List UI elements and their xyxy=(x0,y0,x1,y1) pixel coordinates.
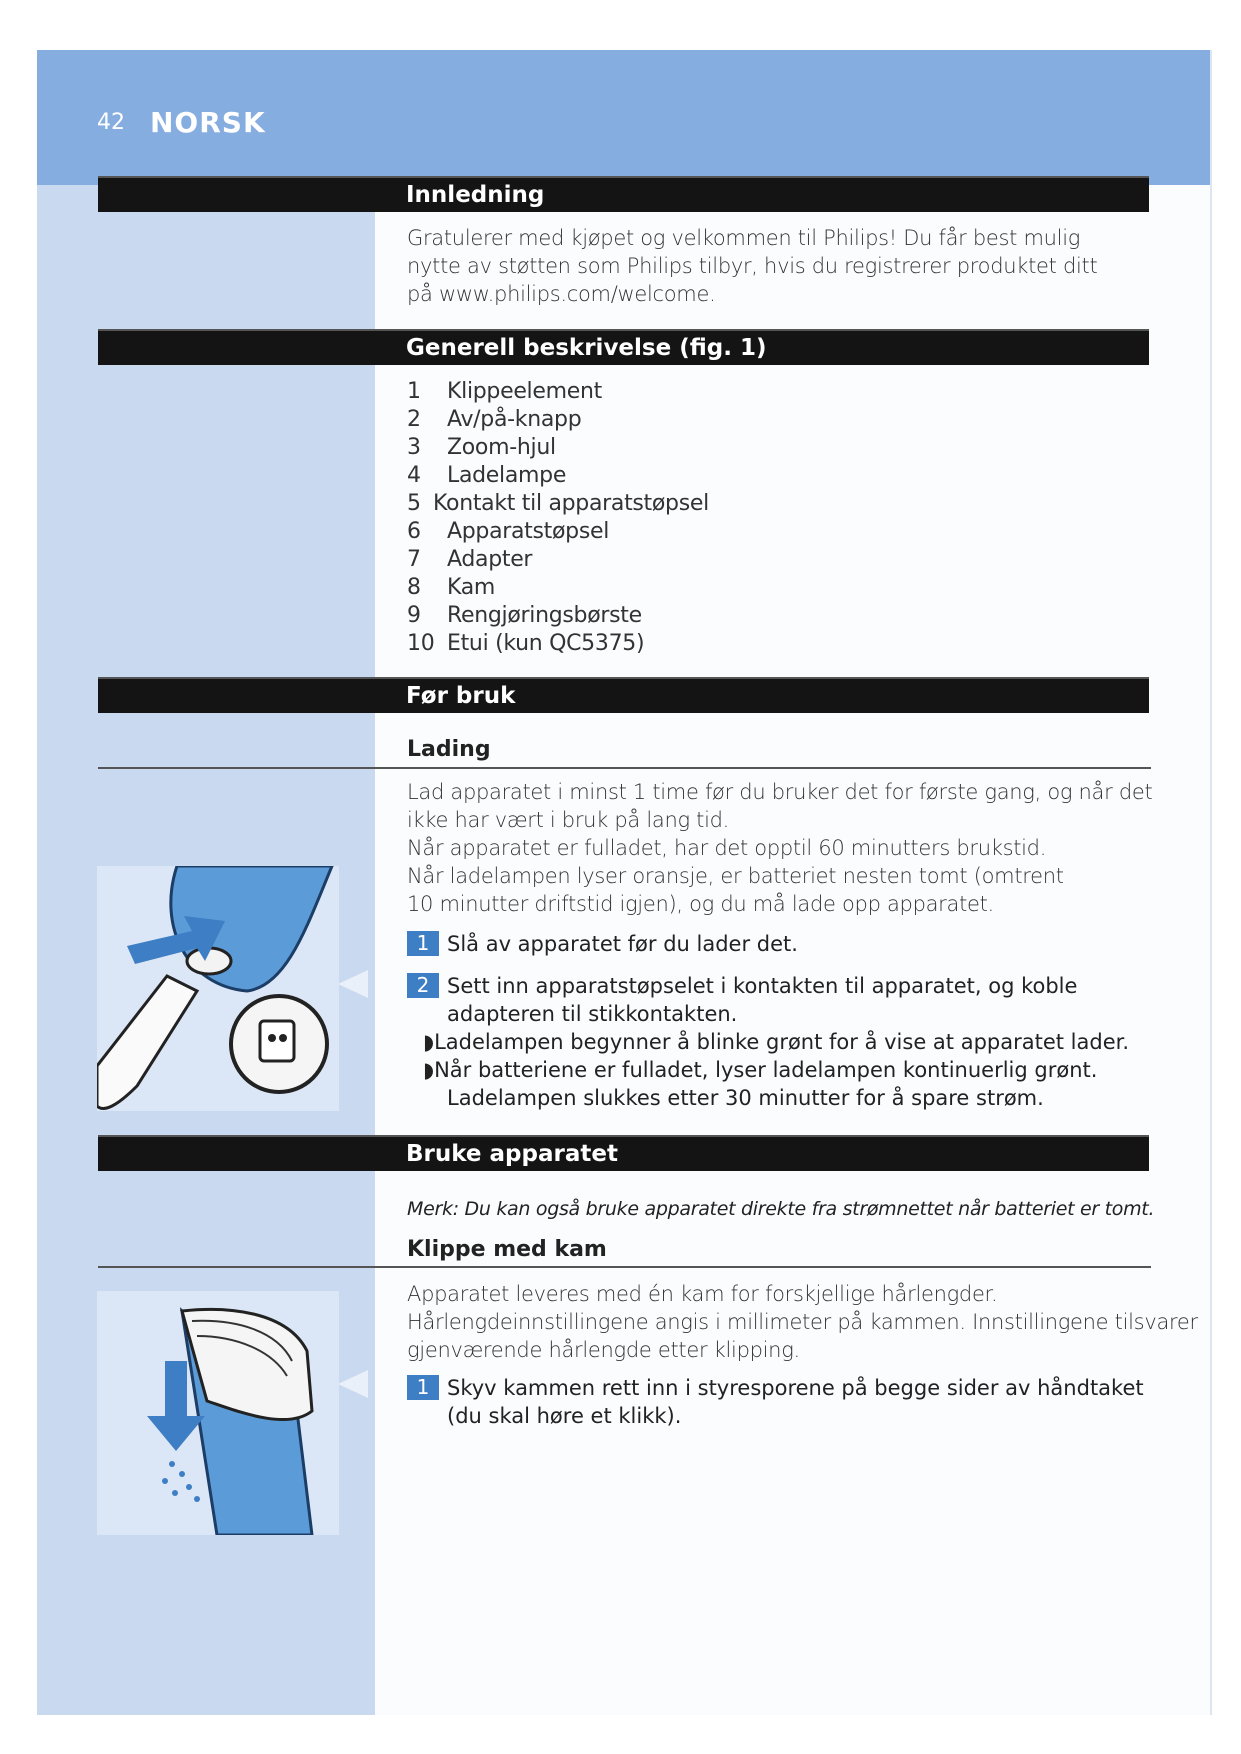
divider xyxy=(98,767,1151,769)
text-line: på www.philips.com/welcome. xyxy=(407,282,716,306)
step-1-comb xyxy=(407,1374,1144,1430)
section-title: Bruke apparatet xyxy=(406,1141,618,1167)
divider xyxy=(98,1266,1151,1268)
shaver-comb-icon xyxy=(97,1291,339,1535)
pointer-arrow xyxy=(338,1370,368,1398)
text-line: ikke har vært i bruk på lang tid. xyxy=(407,808,730,832)
charging-illustration xyxy=(97,866,339,1111)
result-bullet: ◗Ladelampen begynner å blinke grønt for å vise at apparatet lader. xyxy=(423,1030,1129,1054)
text-line: nytte av støtten som Philips tilbyr, hvis du registrerer produktet ditt xyxy=(407,254,1098,278)
intro-text xyxy=(407,224,1097,308)
text-line: Når ladelampen lyser oransje, er batteriet nesten tomt (omtrent xyxy=(407,864,1064,888)
section-title: Før bruk xyxy=(406,683,516,709)
charging-text xyxy=(407,778,1152,918)
result-bullet-cont: Ladelampen slukkes etter 30 minutter for å spare strøm. xyxy=(447,1086,1044,1110)
pointer-arrow xyxy=(338,970,368,998)
note-text: Merk: Du kan også bruke apparatet direkte fra strømnettet når batteriet er tomt. xyxy=(407,1198,1155,1220)
shaver-charging-icon xyxy=(97,866,339,1111)
step-number: 2 xyxy=(407,973,439,998)
language-title: NORSK xyxy=(150,106,266,139)
step-number: 1 xyxy=(407,931,439,956)
comb-text xyxy=(407,1280,1198,1364)
section-bar-intro xyxy=(98,176,1149,212)
subheading-comb: Klippe med kam xyxy=(407,1237,607,1262)
section-title: Innledning xyxy=(406,182,545,208)
section-bar-general xyxy=(98,329,1149,365)
subheading-charging: Lading xyxy=(407,737,491,762)
section-bar-before-use xyxy=(98,677,1149,713)
text-line: Lad apparatet i minst 1 time før du bruker det for første gang, og når det xyxy=(407,780,1153,804)
comb-illustration xyxy=(97,1291,339,1535)
step-text: Slå av apparatet før du lader det. xyxy=(447,932,798,956)
step-2-charging xyxy=(407,972,1077,1028)
step-1-charging xyxy=(407,930,798,958)
section-title: Generell beskrivelse (fig. 1) xyxy=(406,335,767,361)
page-number: 42 xyxy=(97,110,125,135)
text-line: Når apparatet er fulladet, har det opptil 60 minutters brukstid. xyxy=(407,836,1047,860)
step-text: Skyv kammen rett inn i styresporene på begge sider av håndtaket xyxy=(447,1376,1144,1400)
step-text-cont: (du skal høre et klikk). xyxy=(447,1404,682,1428)
text-line: gjenværende hårlengde etter klipping. xyxy=(407,1338,800,1362)
section-bar-use xyxy=(98,1135,1149,1171)
text-line: Gratulerer med kjøpet og velkommen til Philips! Du får best mulig xyxy=(407,226,1081,250)
step-text-cont: adapteren til stikkontakten. xyxy=(447,1002,738,1026)
result-bullet: ◗Når batteriene er fulladet, lyser ladelampen kontinuerlig grønt. xyxy=(423,1058,1098,1082)
step-number: 1 xyxy=(407,1375,439,1400)
step-text: Sett inn apparatstøpselet i kontakten til apparatet, og koble xyxy=(447,974,1078,998)
text-line: 10 minutter driftstid igjen), og du må lade opp apparatet. xyxy=(407,892,994,916)
text-line: Apparatet leveres med én kam for forskjellige hårlengder. xyxy=(407,1282,998,1306)
text-line: Hårlengdeinnstillingene angis i millimeter på kammen. Innstillingene tilsvarer xyxy=(407,1310,1198,1334)
